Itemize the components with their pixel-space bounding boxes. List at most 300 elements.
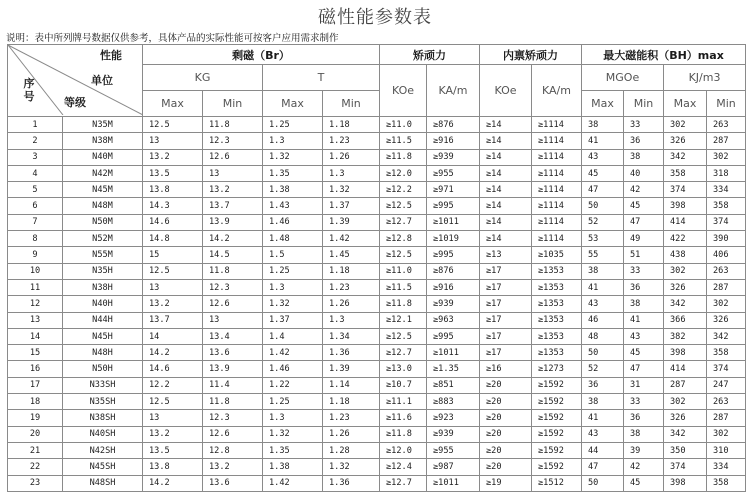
cell-bh-kjm3-max: 326 [664, 133, 707, 149]
cell-br-t-min: 1.26 [323, 426, 380, 442]
cell-br-t-min: 1.32 [323, 459, 380, 475]
cell-br-kg-min: 12.3 [203, 279, 263, 295]
cell-grade: N45SH [63, 459, 143, 475]
cell-hcb-kam: ≥916 [427, 279, 480, 295]
cell-br-t-min: 1.39 [323, 214, 380, 230]
cell-bh-mgoe-min: 45 [624, 345, 664, 361]
cell-hcj-koe: ≥14 [480, 165, 532, 181]
table-row [8, 312, 746, 328]
cell-br-t-max: 1.38 [263, 459, 323, 475]
cell-hcb-kam: ≥1019 [427, 231, 480, 247]
cell-hcb-koe: ≥12.7 [380, 214, 427, 230]
cell-br-t-min: 1.3 [323, 312, 380, 328]
cell-seq: 17 [8, 377, 63, 393]
cell-br-kg-min: 13 [203, 165, 263, 181]
cell-grade: N44H [63, 312, 143, 328]
cell-hcb-kam: ≥987 [427, 459, 480, 475]
cell-br-kg-max: 13.5 [143, 442, 203, 458]
cell-bh-kjm3-max: 366 [664, 312, 707, 328]
cell-hcj-koe: ≥14 [480, 133, 532, 149]
group-max-energy-product: 最大磁能积（BH）max [582, 45, 746, 65]
table-row [8, 182, 746, 198]
cell-hcb-kam: ≥955 [427, 442, 480, 458]
cell-hcj-koe: ≥14 [480, 117, 532, 133]
cell-hcb-kam: ≥995 [427, 198, 480, 214]
cell-br-t-max: 1.25 [263, 394, 323, 410]
header-grade-label: 等级 [64, 96, 86, 109]
cell-hcj-koe: ≥14 [480, 198, 532, 214]
cell-br-kg-min: 13.6 [203, 475, 263, 491]
cell-bh-mgoe-max: 38 [582, 117, 624, 133]
cell-seq: 18 [8, 394, 63, 410]
sub-min: Min [707, 91, 746, 117]
cell-br-kg-max: 13.2 [143, 426, 203, 442]
cell-bh-mgoe-min: 36 [624, 279, 664, 295]
cell-br-kg-min: 14.5 [203, 247, 263, 263]
cell-bh-mgoe-min: 33 [624, 263, 664, 279]
cell-hcj-kam: ≥1114 [532, 214, 582, 230]
cell-hcj-kam: ≥1353 [532, 263, 582, 279]
cell-bh-kjm3-max: 358 [664, 165, 707, 181]
cell-bh-mgoe-min: 40 [624, 165, 664, 181]
cell-grade: N40M [63, 149, 143, 165]
cell-br-kg-min: 11.8 [203, 117, 263, 133]
cell-hcj-koe: ≥20 [480, 459, 532, 475]
table-row [8, 231, 746, 247]
cell-seq: 6 [8, 198, 63, 214]
cell-br-kg-max: 14.3 [143, 198, 203, 214]
cell-bh-mgoe-min: 45 [624, 475, 664, 491]
cell-hcb-kam: ≥955 [427, 165, 480, 181]
cell-grade: N48H [63, 345, 143, 361]
cell-hcj-koe: ≥20 [480, 410, 532, 426]
cell-hcb-koe: ≥11.0 [380, 263, 427, 279]
cell-bh-kjm3-max: 414 [664, 214, 707, 230]
cell-bh-kjm3-min: 390 [707, 231, 746, 247]
cell-br-t-max: 1.43 [263, 198, 323, 214]
cell-br-t-min: 1.14 [323, 377, 380, 393]
cell-hcb-kam: ≥851 [427, 377, 480, 393]
cell-br-kg-max: 13.8 [143, 459, 203, 475]
cell-br-kg-max: 14.6 [143, 214, 203, 230]
cell-seq: 4 [8, 165, 63, 181]
cell-bh-mgoe-max: 52 [582, 361, 624, 377]
cell-hcj-koe: ≥17 [480, 263, 532, 279]
cell-hcj-kam: ≥1035 [532, 247, 582, 263]
cell-br-t-min: 1.23 [323, 279, 380, 295]
cell-hcb-kam: ≥995 [427, 247, 480, 263]
cell-br-kg-min: 13.2 [203, 182, 263, 198]
cell-hcb-kam: ≥939 [427, 426, 480, 442]
cell-br-t-min: 1.28 [323, 442, 380, 458]
cell-hcb-kam: ≥916 [427, 133, 480, 149]
cell-bh-kjm3-max: 326 [664, 410, 707, 426]
cell-bh-mgoe-max: 41 [582, 133, 624, 149]
table-row [8, 410, 746, 426]
cell-hcj-kam: ≥1592 [532, 459, 582, 475]
cell-grade: N38H [63, 279, 143, 295]
table-row [8, 149, 746, 165]
cell-hcj-kam: ≥1114 [532, 149, 582, 165]
cell-hcj-kam: ≥1353 [532, 345, 582, 361]
cell-hcb-koe: ≥12.7 [380, 475, 427, 491]
cell-br-t-min: 1.32 [323, 182, 380, 198]
cell-hcj-kam: ≥1114 [532, 198, 582, 214]
group-intrinsic-coercivity: 内禀矫顽力 [480, 45, 582, 65]
cell-bh-kjm3-min: 358 [707, 475, 746, 491]
cell-hcb-koe: ≥11.8 [380, 426, 427, 442]
cell-bh-mgoe-max: 48 [582, 328, 624, 344]
cell-br-kg-min: 12.3 [203, 410, 263, 426]
cell-bh-kjm3-min: 318 [707, 165, 746, 181]
cell-grade: N52M [63, 231, 143, 247]
cell-br-t-min: 1.34 [323, 328, 380, 344]
cell-bh-mgoe-min: 31 [624, 377, 664, 393]
cell-hcj-kam: ≥1592 [532, 410, 582, 426]
cell-bh-mgoe-max: 47 [582, 459, 624, 475]
cell-hcb-kam: ≥995 [427, 328, 480, 344]
table-row [8, 475, 746, 491]
cell-hcj-kam: ≥1114 [532, 182, 582, 198]
cell-bh-mgoe-min: 47 [624, 361, 664, 377]
cell-hcj-koe: ≥17 [480, 296, 532, 312]
cell-grade: N35SH [63, 394, 143, 410]
cell-seq: 5 [8, 182, 63, 198]
cell-br-kg-min: 12.8 [203, 442, 263, 458]
cell-seq: 11 [8, 279, 63, 295]
cell-grade: N33SH [63, 377, 143, 393]
cell-bh-mgoe-min: 33 [624, 394, 664, 410]
table-row [8, 279, 746, 295]
cell-hcb-kam: ≥876 [427, 263, 480, 279]
table-row [8, 165, 746, 181]
table-body [8, 117, 746, 492]
cell-br-kg-max: 15 [143, 247, 203, 263]
cell-br-kg-max: 12.5 [143, 117, 203, 133]
cell-seq: 21 [8, 442, 63, 458]
cell-hcb-koe: ≥11.0 [380, 117, 427, 133]
cell-bh-mgoe-min: 38 [624, 149, 664, 165]
cell-bh-mgoe-max: 52 [582, 214, 624, 230]
table-row [8, 247, 746, 263]
cell-br-kg-max: 13.5 [143, 165, 203, 181]
cell-br-t-max: 1.32 [263, 426, 323, 442]
cell-hcb-koe: ≥11.6 [380, 410, 427, 426]
cell-bh-mgoe-min: 41 [624, 312, 664, 328]
cell-hcb-kam: ≥1.35 [427, 361, 480, 377]
cell-br-kg-min: 13 [203, 312, 263, 328]
cell-br-kg-min: 13.6 [203, 345, 263, 361]
cell-bh-mgoe-max: 43 [582, 149, 624, 165]
cell-bh-mgoe-max: 38 [582, 394, 624, 410]
cell-br-t-min: 1.3 [323, 165, 380, 181]
cell-hcj-kam: ≥1114 [532, 231, 582, 247]
cell-br-t-min: 1.37 [323, 198, 380, 214]
header-unit-label: 单位 [91, 74, 113, 87]
cell-hcb-kam: ≥963 [427, 312, 480, 328]
cell-br-kg-max: 13 [143, 410, 203, 426]
cell-br-t-max: 1.42 [263, 345, 323, 361]
cell-br-t-max: 1.3 [263, 279, 323, 295]
cell-bh-kjm3-max: 342 [664, 296, 707, 312]
cell-bh-kjm3-min: 374 [707, 214, 746, 230]
cell-hcb-koe: ≥12.0 [380, 442, 427, 458]
cell-bh-mgoe-max: 43 [582, 296, 624, 312]
cell-br-t-min: 1.36 [323, 345, 380, 361]
cell-seq: 10 [8, 263, 63, 279]
cell-grade: N48M [63, 198, 143, 214]
cell-hcj-koe: ≥19 [480, 475, 532, 491]
cell-br-kg-min: 13.9 [203, 361, 263, 377]
header-seq-label: 序号 [23, 77, 35, 103]
cell-bh-mgoe-max: 55 [582, 247, 624, 263]
cell-hcj-kam: ≥1114 [532, 165, 582, 181]
cell-hcj-koe: ≥14 [480, 214, 532, 230]
cell-bh-kjm3-max: 398 [664, 345, 707, 361]
cell-bh-kjm3-max: 374 [664, 459, 707, 475]
cell-hcj-kam: ≥1592 [532, 394, 582, 410]
cell-grade: N50H [63, 361, 143, 377]
table-row [8, 426, 746, 442]
cell-br-t-min: 1.26 [323, 149, 380, 165]
cell-br-t-max: 1.4 [263, 328, 323, 344]
cell-br-kg-max: 12.2 [143, 377, 203, 393]
cell-br-kg-min: 13.7 [203, 198, 263, 214]
cell-hcb-koe: ≥12.1 [380, 312, 427, 328]
cell-br-t-max: 1.3 [263, 410, 323, 426]
unit-kam-hcj: KA/m [532, 65, 582, 117]
cell-br-t-max: 1.48 [263, 231, 323, 247]
cell-hcj-koe: ≥20 [480, 377, 532, 393]
cell-br-t-min: 1.18 [323, 394, 380, 410]
cell-br-kg-max: 12.5 [143, 394, 203, 410]
cell-grade: N50M [63, 214, 143, 230]
cell-br-kg-min: 11.8 [203, 394, 263, 410]
cell-seq: 1 [8, 117, 63, 133]
cell-bh-kjm3-min: 358 [707, 198, 746, 214]
cell-br-kg-max: 14.2 [143, 345, 203, 361]
cell-br-kg-max: 13.2 [143, 296, 203, 312]
cell-bh-kjm3-min: 334 [707, 459, 746, 475]
cell-br-t-max: 1.32 [263, 296, 323, 312]
table-row [8, 442, 746, 458]
cell-bh-kjm3-max: 398 [664, 475, 707, 491]
cell-bh-mgoe-max: 41 [582, 410, 624, 426]
cell-grade: N40SH [63, 426, 143, 442]
cell-hcb-kam: ≥939 [427, 149, 480, 165]
cell-hcb-koe: ≥12.7 [380, 345, 427, 361]
cell-br-t-min: 1.23 [323, 410, 380, 426]
cell-hcb-kam: ≥971 [427, 182, 480, 198]
sub-max: Max [143, 91, 203, 117]
cell-br-t-min: 1.26 [323, 296, 380, 312]
cell-hcj-koe: ≥17 [480, 312, 532, 328]
cell-bh-kjm3-min: 302 [707, 149, 746, 165]
cell-br-kg-max: 13.7 [143, 312, 203, 328]
cell-br-t-min: 1.45 [323, 247, 380, 263]
cell-bh-kjm3-max: 302 [664, 394, 707, 410]
cell-seq: 13 [8, 312, 63, 328]
cell-bh-mgoe-min: 38 [624, 296, 664, 312]
cell-bh-kjm3-min: 374 [707, 361, 746, 377]
cell-br-kg-min: 12.6 [203, 149, 263, 165]
table-row [8, 459, 746, 475]
cell-bh-kjm3-min: 263 [707, 394, 746, 410]
cell-br-t-min: 1.18 [323, 117, 380, 133]
cell-hcb-kam: ≥1011 [427, 475, 480, 491]
cell-hcb-koe: ≥13.0 [380, 361, 427, 377]
cell-hcj-kam: ≥1353 [532, 328, 582, 344]
cell-bh-mgoe-min: 33 [624, 117, 664, 133]
page-title: 磁性能参数表 [318, 7, 432, 28]
cell-bh-kjm3-max: 398 [664, 198, 707, 214]
cell-bh-mgoe-min: 51 [624, 247, 664, 263]
cell-hcj-koe: ≥13 [480, 247, 532, 263]
unit-kg: KG [143, 65, 263, 91]
cell-br-kg-max: 14 [143, 328, 203, 344]
cell-seq: 3 [8, 149, 63, 165]
cell-bh-mgoe-max: 36 [582, 377, 624, 393]
cell-seq: 22 [8, 459, 63, 475]
cell-hcb-koe: ≥12.4 [380, 459, 427, 475]
cell-hcb-koe: ≥12.8 [380, 231, 427, 247]
cell-hcb-koe: ≥11.5 [380, 133, 427, 149]
cell-seq: 16 [8, 361, 63, 377]
cell-bh-kjm3-max: 374 [664, 182, 707, 198]
cell-hcj-kam: ≥1114 [532, 117, 582, 133]
cell-br-kg-min: 12.6 [203, 426, 263, 442]
cell-bh-kjm3-min: 406 [707, 247, 746, 263]
cell-bh-kjm3-max: 422 [664, 231, 707, 247]
cell-br-kg-max: 13.8 [143, 182, 203, 198]
cell-seq: 14 [8, 328, 63, 344]
cell-br-kg-min: 13.9 [203, 214, 263, 230]
cell-hcb-koe: ≥11.1 [380, 394, 427, 410]
cell-hcj-koe: ≥17 [480, 345, 532, 361]
cell-grade: N38SH [63, 410, 143, 426]
cell-hcb-koe: ≥12.0 [380, 165, 427, 181]
cell-br-kg-min: 14.2 [203, 231, 263, 247]
cell-hcb-kam: ≥1011 [427, 214, 480, 230]
cell-seq: 7 [8, 214, 63, 230]
cell-seq: 20 [8, 426, 63, 442]
unit-kjm3: KJ/m3 [664, 65, 746, 91]
cell-hcj-kam: ≥1273 [532, 361, 582, 377]
cell-br-t-max: 1.25 [263, 117, 323, 133]
cell-bh-mgoe-min: 49 [624, 231, 664, 247]
cell-hcb-koe: ≥12.5 [380, 198, 427, 214]
cell-br-kg-max: 14.2 [143, 475, 203, 491]
cell-bh-kjm3-min: 263 [707, 117, 746, 133]
cell-bh-mgoe-min: 47 [624, 214, 664, 230]
cell-bh-mgoe-max: 53 [582, 231, 624, 247]
cell-br-kg-min: 12.3 [203, 133, 263, 149]
cell-bh-kjm3-min: 302 [707, 296, 746, 312]
cell-bh-kjm3-max: 414 [664, 361, 707, 377]
table-row [8, 133, 746, 149]
cell-bh-kjm3-max: 350 [664, 442, 707, 458]
unit-mgoe: MGOe [582, 65, 664, 91]
cell-bh-kjm3-min: 247 [707, 377, 746, 393]
cell-bh-kjm3-min: 263 [707, 263, 746, 279]
cell-hcb-kam: ≥939 [427, 296, 480, 312]
cell-br-t-max: 1.37 [263, 312, 323, 328]
cell-hcj-koe: ≥14 [480, 182, 532, 198]
magnetic-properties-table [7, 44, 746, 492]
sub-max: Max [664, 91, 707, 117]
cell-hcb-kam: ≥923 [427, 410, 480, 426]
cell-hcb-koe: ≥11.8 [380, 149, 427, 165]
cell-seq: 19 [8, 410, 63, 426]
cell-br-t-max: 1.32 [263, 149, 323, 165]
cell-bh-mgoe-max: 44 [582, 442, 624, 458]
cell-bh-kjm3-min: 287 [707, 279, 746, 295]
cell-hcj-koe: ≥14 [480, 231, 532, 247]
cell-bh-kjm3-max: 342 [664, 149, 707, 165]
sub-min: Min [624, 91, 664, 117]
cell-bh-mgoe-max: 46 [582, 312, 624, 328]
sub-min: Min [203, 91, 263, 117]
cell-grade: N55M [63, 247, 143, 263]
cell-bh-kjm3-min: 334 [707, 182, 746, 198]
cell-hcj-kam: ≥1353 [532, 312, 582, 328]
cell-br-t-min: 1.36 [323, 475, 380, 491]
cell-bh-kjm3-max: 287 [664, 377, 707, 393]
cell-bh-mgoe-max: 50 [582, 198, 624, 214]
cell-br-t-max: 1.3 [263, 133, 323, 149]
cell-grade: N42M [63, 165, 143, 181]
cell-br-kg-min: 13.4 [203, 328, 263, 344]
cell-br-kg-max: 13.2 [143, 149, 203, 165]
cell-hcj-koe: ≥14 [480, 149, 532, 165]
cell-bh-kjm3-min: 358 [707, 345, 746, 361]
cell-bh-mgoe-max: 45 [582, 165, 624, 181]
cell-hcb-kam: ≥883 [427, 394, 480, 410]
cell-bh-mgoe-min: 36 [624, 133, 664, 149]
cell-grade: N38M [63, 133, 143, 149]
cell-hcb-koe: ≥12.5 [380, 247, 427, 263]
cell-bh-mgoe-min: 42 [624, 459, 664, 475]
cell-br-kg-max: 14.6 [143, 361, 203, 377]
cell-seq: 2 [8, 133, 63, 149]
cell-hcb-koe: ≥12.5 [380, 328, 427, 344]
table-row [8, 361, 746, 377]
cell-bh-kjm3-min: 287 [707, 410, 746, 426]
cell-hcj-koe: ≥17 [480, 279, 532, 295]
cell-bh-kjm3-max: 438 [664, 247, 707, 263]
cell-hcb-koe: ≥11.5 [380, 279, 427, 295]
cell-bh-mgoe-min: 42 [624, 182, 664, 198]
unit-kam-hcb: KA/m [427, 65, 480, 117]
table-row [8, 214, 746, 230]
cell-br-t-min: 1.18 [323, 263, 380, 279]
cell-bh-mgoe-max: 38 [582, 263, 624, 279]
table-row [8, 328, 746, 344]
header-property-label: 性能 [100, 49, 122, 62]
cell-bh-mgoe-max: 43 [582, 426, 624, 442]
cell-bh-mgoe-min: 38 [624, 426, 664, 442]
cell-hcj-kam: ≥1592 [532, 426, 582, 442]
cell-seq: 23 [8, 475, 63, 491]
cell-bh-mgoe-min: 36 [624, 410, 664, 426]
cell-bh-kjm3-max: 302 [664, 263, 707, 279]
cell-grade: N45H [63, 328, 143, 344]
cell-bh-mgoe-max: 41 [582, 279, 624, 295]
cell-hcj-koe: ≥20 [480, 442, 532, 458]
table-row [8, 263, 746, 279]
cell-br-t-max: 1.25 [263, 263, 323, 279]
group-coercivity: 矫顽力 [380, 45, 480, 65]
